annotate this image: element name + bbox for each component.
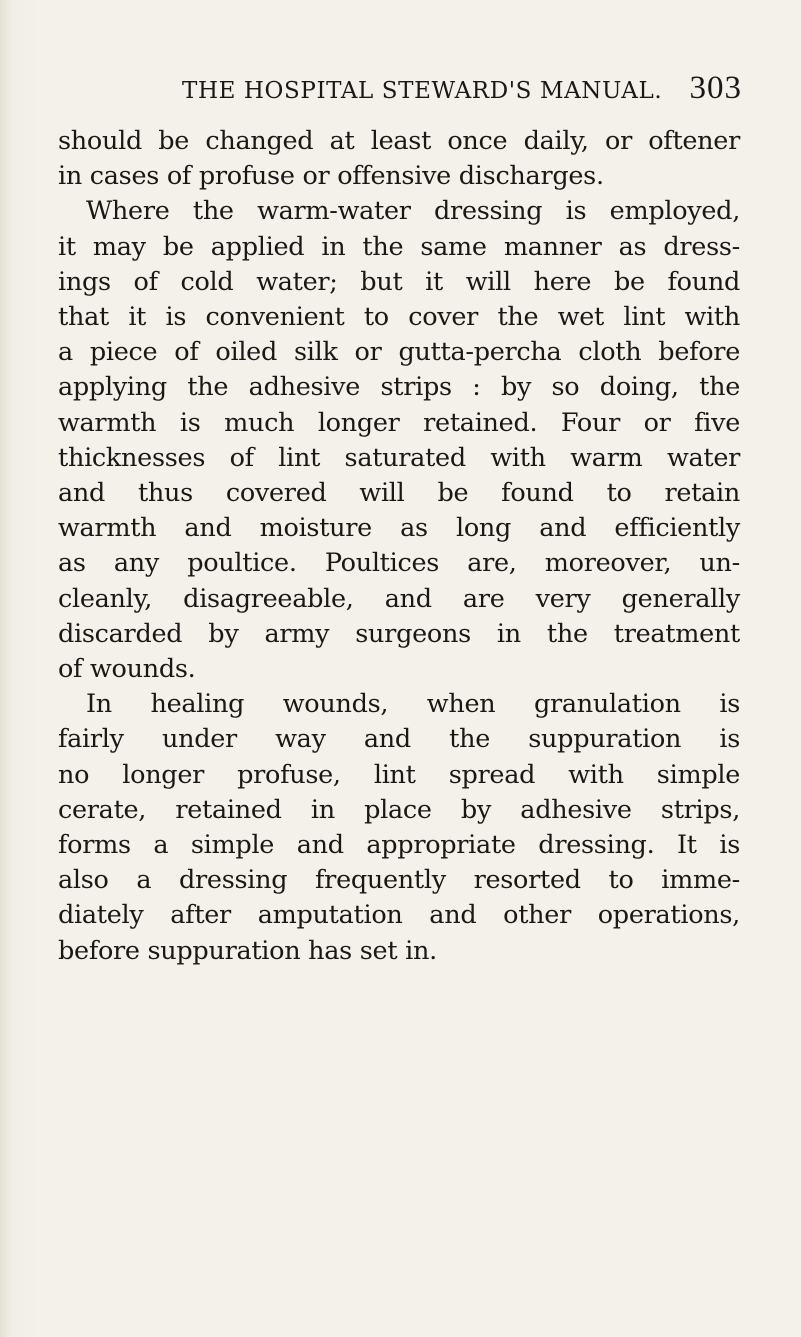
text-line: before suppuration has set in. (58, 935, 437, 966)
page-number: 303 (689, 70, 742, 106)
running-head (182, 70, 742, 110)
text-line: and thus covered will be found to retain (58, 478, 740, 509)
text-line: forms a simple and appropriate dressing. It is (58, 830, 740, 861)
paragraph-start-line: Where the warm-water dressing is employed, (86, 196, 740, 227)
text-line: of wounds. (58, 654, 196, 685)
text-line: cerate, retained in place by adhesive strips, (58, 794, 740, 825)
text-line: applying the adhesive strips : by so doing, the (58, 372, 740, 403)
text-line: fairly under way and the suppuration is (58, 724, 740, 755)
text-line: ings of cold water; but it will here be found (58, 266, 740, 297)
running-title: THE HOSPITAL STEWARD'S MANUAL. (182, 78, 663, 104)
paragraph-start-line: In healing wounds, when granulation is (86, 689, 740, 720)
text-line: also a dressing frequently resorted to imme- (58, 865, 740, 896)
text-line: diately after amputation and other operations, (58, 900, 740, 931)
text-line: discarded by army surgeons in the treatment (58, 618, 740, 649)
text-line: should be changed at least once daily, or oftener (58, 126, 740, 156)
text-line: as any poultice. Poultices are, moreover, un- (58, 548, 740, 579)
text-line: warmth is much longer retained. Four or five (58, 407, 740, 438)
text-line: that it is convenient to cover the wet lint with (58, 302, 740, 333)
text-line: a piece of oiled silk or gutta-percha cloth before (58, 337, 740, 368)
body-text (58, 124, 740, 969)
text-line: no longer profuse, lint spread with simple (58, 759, 740, 790)
text-line: warmth and moisture as long and efficiently (58, 513, 740, 544)
text-line: thicknesses of lint saturated with warm water (58, 442, 740, 473)
text-line: cleanly, disagreeable, and are very generally (58, 583, 740, 614)
text-line: it may be applied in the same manner as dress- (58, 231, 740, 262)
text-line: in cases of profuse or offensive discharges. (58, 161, 604, 192)
